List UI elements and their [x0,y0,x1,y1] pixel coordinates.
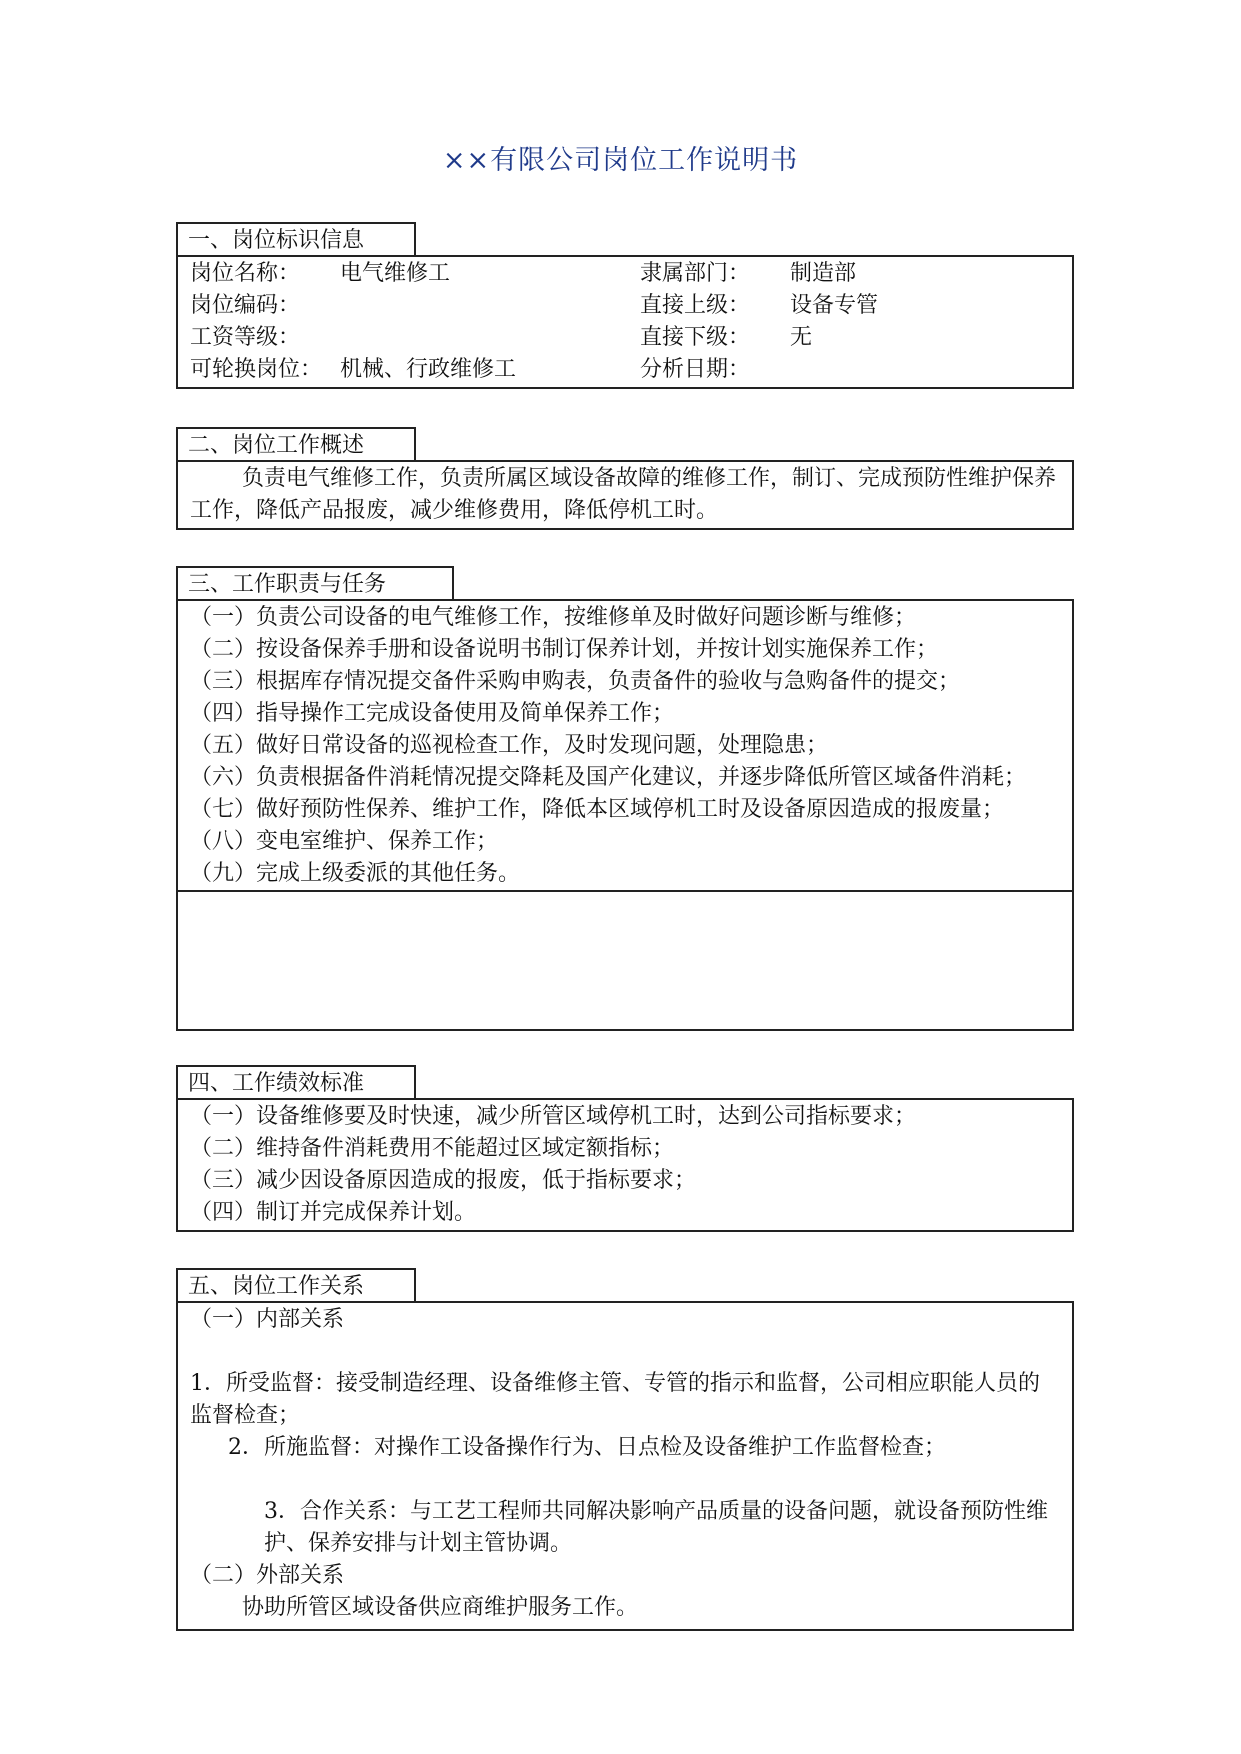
field-label: 直接下级： [640,325,751,350]
duty-item: （七）做好预防性保养、维护工作，降低本区域停机工时及设备原因造成的报废量； [190,797,1005,822]
relation-cooperation: 3．合作关系：与工艺工程师共同解决影响产品质量的设备问题，就设备预防性维护、保养安排与计划主管协调。 [264,1499,1048,1556]
duty-item: （三）根据库存情况提交备件采购申购表，负责备件的验收与急购备件的提交； [190,669,961,694]
section-duties [176,566,1074,1031]
field-value: 设备专管 [790,293,879,318]
section-work-relations [176,1268,1074,1631]
info-row [190,290,1060,322]
field-label: 分析日期： [640,357,751,382]
overview-box [176,460,1074,530]
standard-item: （四）制订并完成保养计划。 [190,1200,477,1225]
field-label: 岗位名称： [190,261,301,286]
field-value: 无 [790,325,813,350]
duties-box [176,599,1074,1031]
identification-table [176,255,1074,389]
duty-item: （二）按设备保养手册和设备说明书制订保养计划，并按计划实施保养工作； [190,637,939,662]
section-job-overview [176,427,1074,530]
field-label: 隶属部门： [640,261,751,286]
standard-item: （三）减少因设备原因造成的报废，低于指标要求； [190,1168,697,1193]
duty-item: （五）做好日常设备的巡视检查工作，及时发现问题，处理隐患； [190,733,829,758]
section-job-identification [176,222,1074,389]
standard-item: （一）设备维修要及时快速，减少所管区域停机工时，达到公司指标要求； [190,1104,917,1129]
section-performance-standards [176,1065,1074,1232]
info-row [190,322,1060,354]
field-label: 直接上级： [640,293,751,318]
duty-item: （九）完成上级委派的其他任务。 [190,861,521,886]
empty-table-row [178,890,1072,926]
duty-item: （四）指导操作工完成设备使用及简单保养工作； [190,701,675,726]
field-label: 岗位编码： [190,293,301,318]
standard-item: （二）维持备件消耗费用不能超过区域定额指标； [190,1136,675,1161]
field-value: 机械、行政维修工 [340,357,517,382]
section-heading: 五、岗位工作关系 [176,1268,416,1301]
field-value [340,322,640,354]
duty-item: （一）负责公司设备的电气维修工作，按维修单及时做好问题诊断与维修； [190,605,917,630]
performance-box [176,1098,1074,1232]
internal-relations-heading: （一）内部关系 [190,1307,345,1332]
info-row [190,354,1060,386]
relation-supervised-by: 1．所受监督：接受制造经理、设备维修主管、专管的指示和监督，公司相应职能人员的监督检查； [190,1371,1040,1428]
section-heading: 二、岗位工作概述 [176,427,416,460]
field-value: 电气维修工 [340,261,451,286]
section-heading: 三、工作职责与任务 [176,566,454,599]
external-relations-text: 协助所管区域设备供应商维护服务工作。 [242,1595,639,1620]
section-heading: 一、岗位标识信息 [176,222,416,255]
section-heading: 四、工作绩效标准 [176,1065,416,1098]
overview-text: 负责电气维修工作，负责所属区域设备故障的维修工作，制订、完成预防性维护保养工作，降低产品报废，减少维修费用，降低停机工时。 [190,466,1057,523]
relations-box [176,1301,1074,1631]
field-label: 可轮换岗位： [190,357,323,382]
relation-supervises: 2．所施监督：对操作工设备操作行为、日点检及设备维护工作监督检查； [228,1435,946,1460]
info-row [190,258,1060,290]
duty-item: （六）负责根据备件消耗情况提交降耗及国产化建议，并逐步降低所管区域备件消耗； [190,765,1027,790]
external-relations-heading: （二）外部关系 [190,1563,345,1588]
field-value [340,290,640,322]
field-value [790,354,1060,386]
document-title: ××有限公司岗位工作说明书 [442,145,799,176]
field-label: 工资等级： [190,325,301,350]
field-value: 制造部 [790,261,857,286]
duty-item: （八）变电室维护、保养工作； [190,829,499,854]
